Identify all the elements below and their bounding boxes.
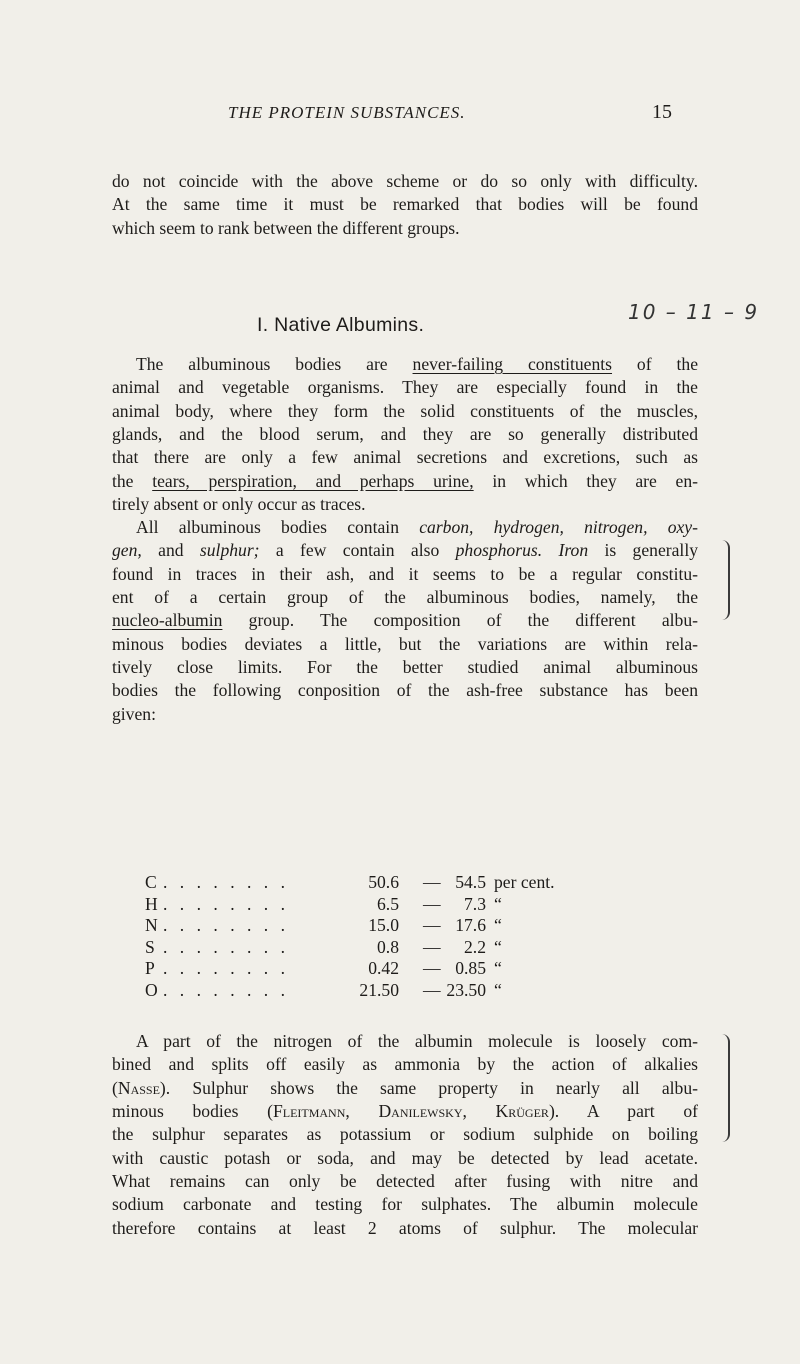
text-line: therefore contains at least 2 atoms of sulphur. The molecular: [112, 1217, 698, 1238]
italic-run: sulphur;: [199, 540, 260, 561]
paragraph-nitrogen-sulphur: [112, 1030, 698, 1240]
text-line: At the same time it must be remarked that bodies will be found: [112, 194, 698, 215]
text-line: tirely absent or only occur as traces.: [112, 494, 366, 515]
leader-dots: . . . . . . . .: [163, 958, 289, 979]
text-line: What remains can only be detected after fusing with nitre and: [112, 1171, 698, 1192]
high-value: 17.6: [455, 915, 486, 936]
underlined-phrase: never-failing constituents: [412, 354, 613, 374]
high-value: 23.50: [446, 979, 486, 1000]
text-line: given:: [112, 703, 156, 724]
paragraph-composition: [112, 516, 698, 726]
text-line: The albuminous bodies are never-failing constituents of the: [136, 354, 698, 374]
text-line: sodium carbonate and testing for sulphates. The albumin molecule: [112, 1194, 698, 1215]
text-line: the tears, perspiration, and perhaps urine, in which they are en-: [112, 470, 698, 491]
text-line: which seem to rank between the different groups.: [112, 217, 460, 238]
leader-dots: . . . . . . . .: [163, 872, 289, 892]
low-value: 6.5: [377, 893, 399, 914]
text-line: minous bodies deviates a little, but the variations are within rela-: [112, 633, 698, 654]
composition-row: [145, 980, 705, 1002]
text-line: that there are only a few animal secretions and excretions, such as: [112, 447, 698, 468]
range-dash: —: [423, 979, 441, 1000]
unit: “: [494, 979, 502, 1000]
element-symbol: N: [145, 915, 158, 936]
text-line: [112, 1077, 698, 1100]
element-symbol: S: [145, 936, 155, 957]
text-line: A part of the nitrogen of the albumin molecule is loosely com-: [136, 1031, 698, 1051]
composition-row: [145, 937, 705, 959]
text-run: ). Sulphur shows the same property in nearly all albu-: [159, 1077, 698, 1098]
text-run: (: [112, 1077, 118, 1098]
text-line: [112, 516, 698, 539]
text-run: a few contain also: [259, 540, 456, 561]
unit: “: [494, 893, 502, 914]
text-line: [112, 609, 698, 632]
range-dash: —: [423, 958, 441, 979]
italic-run: phosphorus.: [455, 540, 543, 561]
underlined-phrase: nucleo-albumin: [112, 610, 223, 631]
text-line: found in traces in their ash, and it seems to be a regular constitu-: [112, 563, 698, 584]
intro-paragraph: [112, 170, 698, 240]
text-line: [112, 539, 698, 562]
low-value: 50.6: [368, 872, 399, 892]
italic-run: carbon, hydrogen, nitrogen, oxy-: [419, 517, 698, 537]
unit: per cent.: [494, 872, 555, 892]
leader-dots: . . . . . . . .: [163, 936, 289, 957]
low-value: 0.42: [368, 958, 399, 979]
text-run: All albuminous bodies contain: [136, 517, 420, 537]
text-line: glands, and the blood serum, and they are so generally distributed: [112, 424, 698, 445]
margin-bracket: [722, 540, 730, 620]
composition-row: [145, 872, 705, 894]
text-line: [112, 1100, 698, 1123]
text-run: and: [141, 540, 200, 561]
text-line: bined and splits off easily as ammonia by the action of alkalies: [112, 1054, 698, 1075]
text-line: animal and vegetable organisms. They are especially found in the: [112, 377, 698, 398]
composition-row: [145, 958, 705, 980]
element-symbol: H: [145, 893, 158, 914]
page-number: 15: [652, 101, 672, 123]
high-value: 2.2: [464, 936, 486, 957]
underlined-phrase: tears, perspiration, and perhaps urine,: [152, 470, 474, 491]
text-run: minous bodies (: [112, 1101, 273, 1122]
element-symbol: O: [145, 979, 158, 1000]
section-heading: I. Native Albumins.: [257, 314, 425, 336]
range-dash: —: [423, 872, 441, 892]
element-symbol: P: [145, 958, 155, 979]
text-line: tively close limits. For the better studied animal albuminous: [112, 657, 698, 678]
unit: “: [494, 958, 502, 979]
leader-dots: . . . . . . . .: [163, 915, 289, 936]
running-header: [0, 103, 800, 133]
high-value: 7.3: [464, 893, 486, 914]
text-run: ). A part of: [548, 1101, 698, 1122]
unit: “: [494, 936, 502, 957]
composition-row: [145, 894, 705, 916]
text-run: group. The composition of the different albu-: [222, 610, 698, 631]
leader-dots: . . . . . . . .: [163, 979, 289, 1000]
element-symbol: C: [145, 872, 157, 892]
text-line: animal body, where they form the solid constituents of the muscles,: [112, 400, 698, 421]
range-dash: —: [423, 915, 441, 936]
author-name: Nasse: [117, 1077, 160, 1098]
italic-run: gen,: [112, 540, 142, 561]
text-line: the sulphur separates as potassium or sodium sulphide on boiling: [112, 1124, 698, 1145]
composition-row: [145, 915, 705, 937]
text-line: ent of a certain group of the albuminous bodies, namely, the: [112, 587, 698, 608]
unit: “: [494, 915, 502, 936]
author-names: Fleitmann, Danilewsky, Krüger: [272, 1101, 549, 1122]
range-dash: —: [423, 936, 441, 957]
low-value: 15.0: [368, 915, 399, 936]
low-value: 0.8: [377, 936, 399, 957]
text-run: is generally: [588, 540, 699, 561]
high-value: 0.85: [455, 958, 486, 979]
text-line: do not coincide with the above scheme or do so only with difficulty.: [112, 171, 698, 191]
text-line: bodies the following conposition of the ash-free substance has been: [112, 680, 698, 701]
low-value: 21.50: [359, 979, 399, 1000]
italic-run: Iron: [542, 540, 589, 561]
range-dash: —: [423, 893, 441, 914]
high-value: 54.5: [455, 872, 486, 892]
running-title: THE PROTEIN SUBSTANCES.: [228, 103, 466, 122]
margin-bracket: [722, 1034, 730, 1142]
composition-table: [145, 872, 705, 1002]
pencil-annotation: 10 – 11 – 9: [628, 300, 760, 324]
leader-dots: . . . . . . . .: [163, 893, 289, 914]
paragraph-albuminous-bodies: [112, 353, 698, 516]
text-line: with caustic potash or soda, and may be detected by lead acetate.: [112, 1147, 698, 1168]
